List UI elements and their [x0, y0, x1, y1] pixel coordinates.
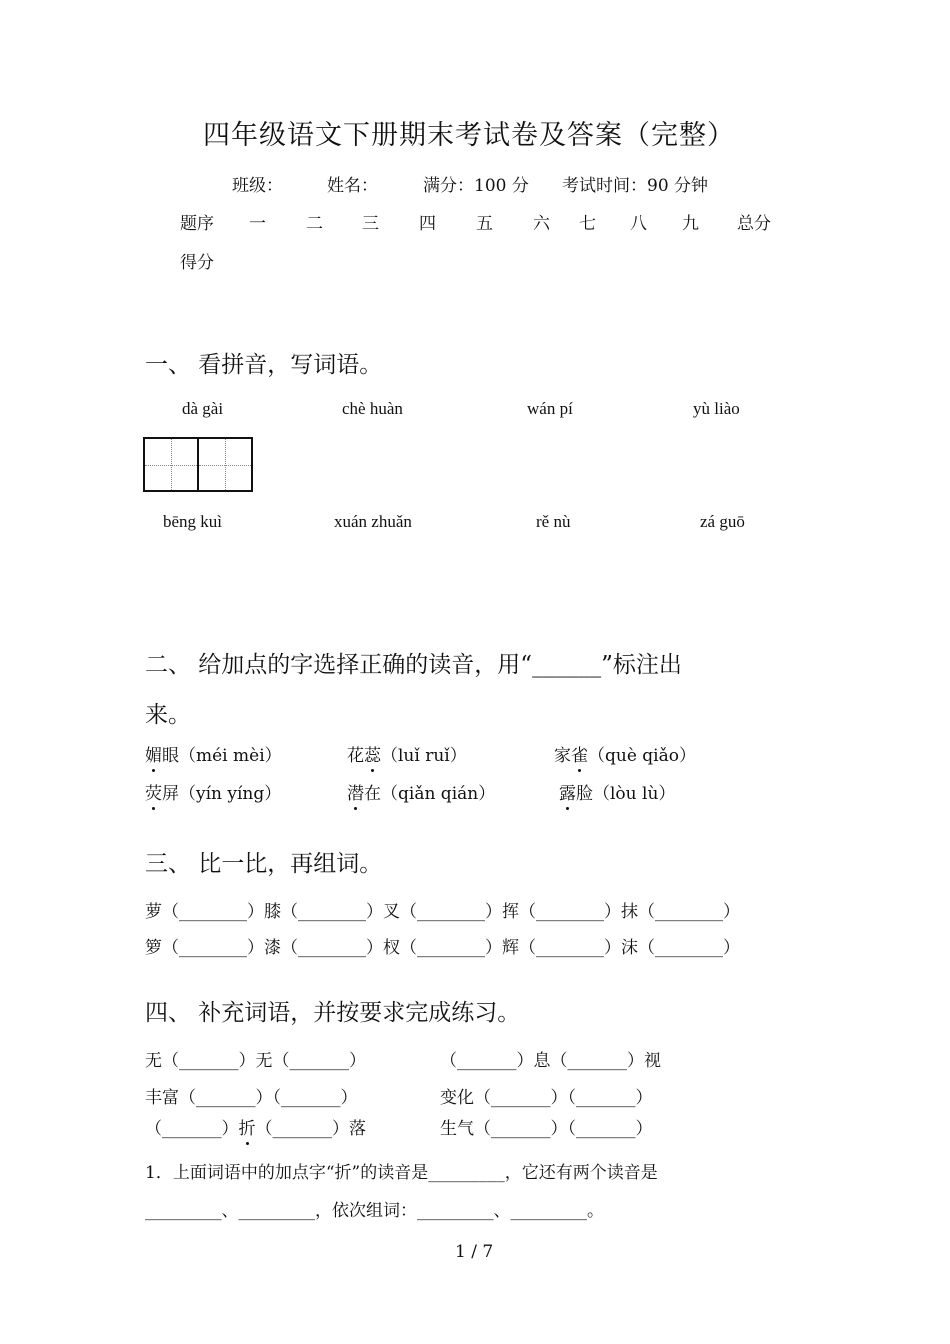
score-table-header: 八: [630, 214, 647, 234]
compare-line: 箩（________）漆（________）杈（________）辉（________）沫（________）: [145, 938, 740, 958]
phrase-item: 生气（_______）（_______）: [440, 1119, 653, 1139]
section-2-heading-cont: 来。: [145, 702, 191, 728]
pinyin-item: xuán zhuǎn: [334, 512, 412, 531]
pinyin-item: bēng kuì: [163, 512, 223, 531]
phrase-item: 无（_______）无（_______）: [145, 1051, 366, 1071]
section-3-heading: 三、 比一比，再组词。: [145, 851, 383, 877]
section-2-heading: 二、 给加点的字选择正确的读音，用“______”标注出: [145, 652, 682, 678]
class-label: 班级：: [232, 176, 283, 196]
score-table-header: 五: [476, 214, 493, 234]
dotted-char: 露: [559, 784, 576, 804]
score-table-header: 总分: [737, 214, 771, 234]
score-table-header: 题序: [180, 214, 214, 234]
section-1-heading: 一、 看拼音，写词语。: [145, 352, 383, 378]
score-table-header: 三: [362, 214, 379, 234]
full-score: 满分：100 分: [423, 176, 529, 196]
dotted-char: 媚: [145, 746, 162, 766]
dotted-char: 折: [238, 1119, 256, 1139]
reading-item: 家雀（què qiǎo）: [554, 746, 696, 766]
score-table-header: 二: [306, 214, 323, 234]
score-table-header: 六: [533, 214, 550, 234]
writing-cell[interactable]: [145, 439, 199, 490]
reading-item: 潜在（qiǎn qián）: [347, 784, 496, 804]
pinyin-item: yù liào: [693, 399, 740, 418]
pinyin-item: zá guō: [700, 512, 745, 531]
question-text: 1．上面词语中的加点字“折”的读音是_________，它还有两个读音是: [145, 1163, 658, 1183]
page-title: 四年级语文下册期末考试卷及答案（完整）: [203, 120, 735, 151]
reading-item: 媚眼（méi mèi）: [145, 746, 282, 766]
reading-item: 花蕊（luǐ ruǐ）: [347, 746, 467, 766]
pinyin-item: dà gài: [182, 399, 224, 418]
writing-cell[interactable]: [199, 439, 251, 490]
dotted-char: 荧: [145, 784, 162, 804]
pinyin-item: chè huàn: [342, 399, 403, 418]
phrase-item: 变化（_______）（_______）: [440, 1088, 653, 1108]
dotted-char: 雀: [571, 746, 588, 766]
dotted-char: 潜: [347, 784, 364, 804]
pinyin-item: wán pí: [527, 399, 573, 418]
phrase-item: 丰富（_______）（_______）: [145, 1088, 358, 1108]
score-table-header: 一: [249, 214, 266, 234]
phrase-item: （_______）折（_______）落: [145, 1119, 366, 1139]
score-table-header: 七: [579, 214, 596, 234]
score-table-header: 九: [682, 214, 699, 234]
phrase-item: （_______）息（_______）视: [440, 1051, 661, 1071]
page-number: 1 / 7: [455, 1242, 494, 1262]
writing-grid[interactable]: [143, 437, 253, 492]
compare-line: 萝（________）膝（________）叉（________）挥（________）抹（________）: [145, 902, 740, 922]
exam-time: 考试时间：90 分钟: [562, 176, 709, 196]
dotted-char: 蕊: [364, 746, 381, 766]
pinyin-item: rě nù: [536, 512, 571, 531]
score-row-label: 得分: [180, 253, 214, 273]
reading-item: 荧屏（yín yíng）: [145, 784, 282, 804]
question-text: _________、_________，依次组词：_________、_________。: [145, 1201, 604, 1221]
score-table-header: 四: [419, 214, 436, 234]
reading-item: 露脸（lòu lù）: [559, 784, 676, 804]
section-4-heading: 四、 补充词语，并按要求完成练习。: [145, 1000, 521, 1026]
name-label: 姓名：: [327, 176, 378, 196]
